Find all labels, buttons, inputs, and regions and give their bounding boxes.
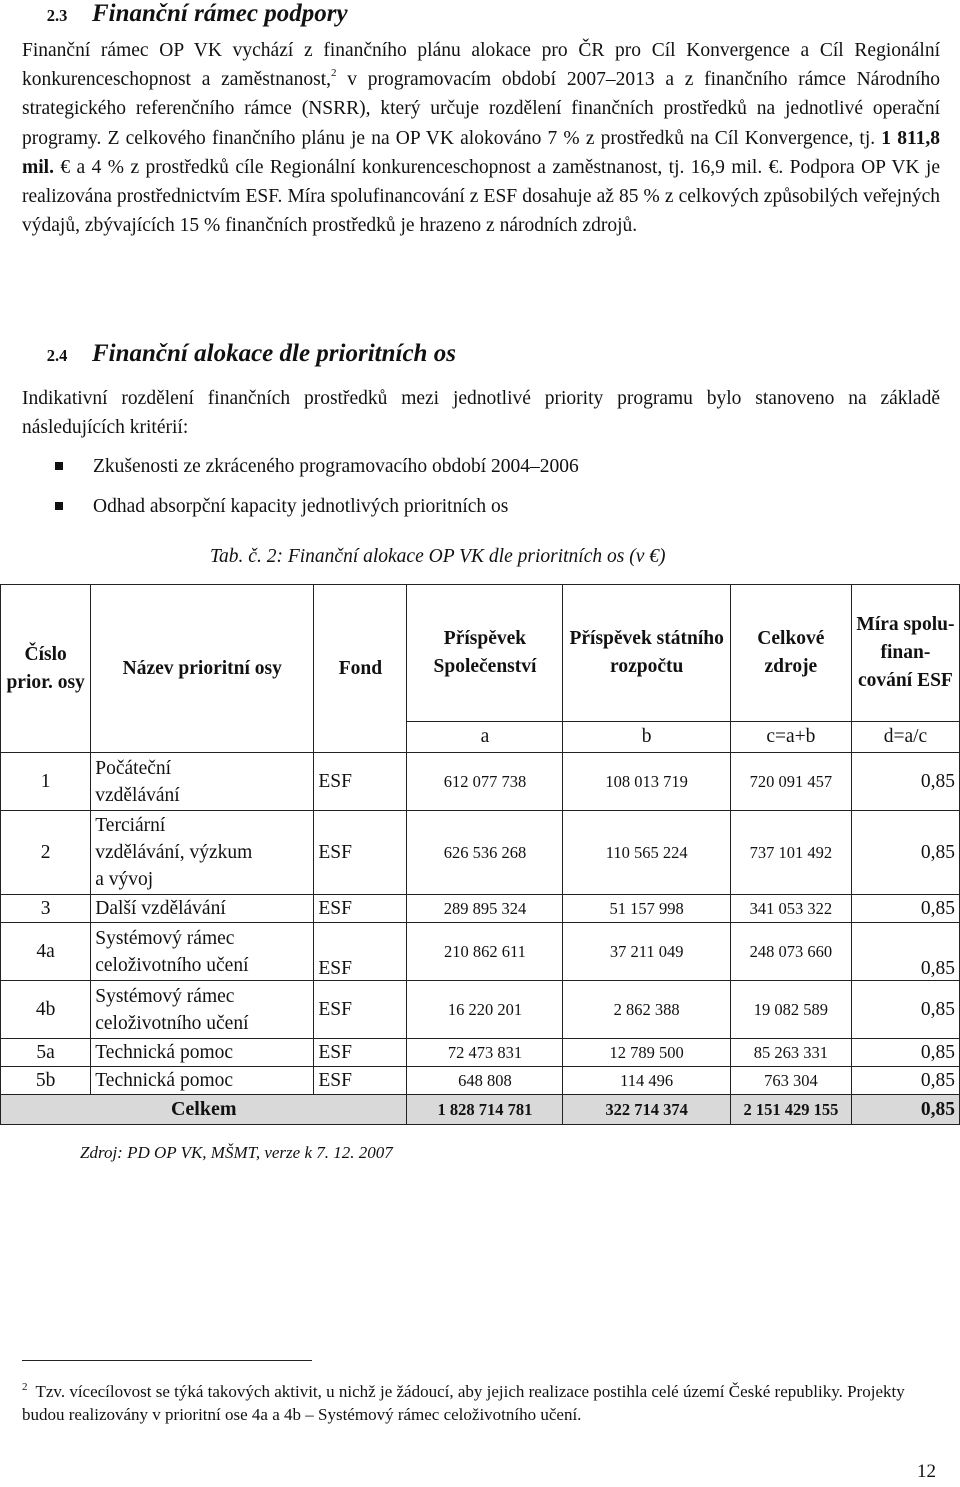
subheader-b: b bbox=[563, 722, 730, 753]
section-title: Finanční alokace dle prioritních os bbox=[92, 340, 456, 367]
cell-name: Počáteční vzdělávání bbox=[91, 753, 314, 811]
cell-no: 1 bbox=[1, 753, 91, 811]
cell-fund: ESF bbox=[314, 753, 407, 811]
table-row bbox=[1, 1039, 960, 1067]
cell-c: 19 082 589 bbox=[730, 981, 851, 1039]
cell-fund: ESF bbox=[314, 895, 407, 923]
total-label: Celkem bbox=[1, 1095, 407, 1125]
cell-name: Terciární vzdělávání, výzkum a vývoj bbox=[91, 811, 314, 895]
cell-d: 0,85 bbox=[851, 811, 959, 895]
section-heading-2-3 bbox=[22, 0, 348, 28]
total-c: 2 151 429 155 bbox=[730, 1095, 851, 1125]
section-number: 2.3 bbox=[46, 6, 68, 25]
cell-fund: ESF bbox=[314, 1039, 407, 1067]
footnote-reference: 2 bbox=[331, 67, 337, 80]
section-heading-2-4 bbox=[22, 340, 456, 368]
table-row bbox=[1, 895, 960, 923]
table-total-row bbox=[1, 1095, 960, 1125]
subheader-d: d=a/c bbox=[851, 722, 959, 753]
footnote bbox=[22, 1376, 922, 1426]
cell-b: 108 013 719 bbox=[563, 753, 730, 811]
subheader-a: a bbox=[407, 722, 563, 753]
cell-no: 4b bbox=[1, 981, 91, 1039]
table-source: Zdroj: PD OP VK, MŠMT, verze k 7. 12. 2007 bbox=[80, 1143, 393, 1162]
paragraph-text: v programovacím období 2007–2013 a z finančního rámce Národního strategického referenčního rámce (NSRR), který určuje rozdělení finančních prostředků na jednotlivé operační programy. Z celkového finančního plánu je na OP VK alokováno 7 % z prostředků na Cíl Konvergence, tj. bbox=[22, 69, 940, 149]
allocation-intro-paragraph: Indikativní rozdělení finančních prostředků mezi jednotlivé priority programu bylo stanoveno na základě následujících kritérií: bbox=[22, 388, 940, 439]
bullet-square-icon bbox=[55, 462, 63, 470]
table-row bbox=[1, 753, 960, 811]
cell-no: 2 bbox=[1, 811, 91, 895]
cell-b: 37 211 049 bbox=[563, 923, 730, 981]
cell-c: 763 304 bbox=[730, 1067, 851, 1095]
header-total: Celkové zdroje bbox=[730, 585, 851, 722]
cell-a: 72 473 831 bbox=[407, 1039, 563, 1067]
cell-c: 341 053 322 bbox=[730, 895, 851, 923]
table-row bbox=[1, 811, 960, 895]
list-item-text: Odhad absorpční kapacity jednotlivých prioritních os bbox=[93, 496, 509, 517]
allocation-table bbox=[0, 584, 960, 1125]
list-item bbox=[55, 452, 579, 492]
footnote-divider bbox=[22, 1360, 312, 1361]
cell-d: 0,85 bbox=[851, 895, 959, 923]
criteria-list bbox=[55, 452, 579, 532]
cell-a: 289 895 324 bbox=[407, 895, 563, 923]
table-row bbox=[1, 923, 960, 981]
paragraph-text: Finanční rámec OP VK vychází z finančního plánu alokace pro ČR pro Cíl Konvergence a Cíl Regionální konkurenceschopnost a zaměstnanost, bbox=[22, 40, 940, 91]
header-rate: Míra spolu-finan-cování ESF bbox=[851, 585, 959, 722]
paragraph-text: € a 4 % z prostředků cíle Regionální konkurenceschopnost a zaměstnanost, tj. 16,9 mil. €. Podpora OP VK je realizována prostřednictvím ESF. Míra spolufinancování z ESF dosahuje až 85 % z celkových způsobilých veřejných výdajů, zbývajících 15 % finančních prostředků je hrazeno z národních zdrojů. bbox=[22, 156, 940, 237]
total-a: 1 828 714 781 bbox=[407, 1095, 563, 1125]
cell-c: 737 101 492 bbox=[730, 811, 851, 895]
cell-b: 2 862 388 bbox=[563, 981, 730, 1039]
page-number: 12 bbox=[917, 1461, 936, 1482]
cell-no: 5a bbox=[1, 1039, 91, 1067]
cell-d: 0,85 bbox=[851, 1067, 959, 1095]
cell-a: 210 862 611 bbox=[407, 923, 563, 981]
table-row bbox=[1, 981, 960, 1039]
header-community: Příspěvek Společenství bbox=[407, 585, 563, 722]
cell-no: 3 bbox=[1, 895, 91, 923]
cell-c: 85 263 331 bbox=[730, 1039, 851, 1067]
cell-c: 248 073 660 bbox=[730, 923, 851, 981]
cell-name: Systémový rámec celoživotního učení bbox=[91, 981, 314, 1039]
cell-name: Technická pomoc bbox=[91, 1039, 314, 1067]
section-number: 2.4 bbox=[46, 346, 68, 365]
cell-b: 110 565 224 bbox=[563, 811, 730, 895]
cell-a: 612 077 738 bbox=[407, 753, 563, 811]
header-name: Název prioritní osy bbox=[91, 585, 314, 753]
cell-d: 0,85 bbox=[851, 1039, 959, 1067]
footnote-mark: 2 bbox=[22, 1381, 28, 1393]
header-fund: Fond bbox=[314, 585, 407, 753]
cell-a: 626 536 268 bbox=[407, 811, 563, 895]
allocation-amount: 1 811,8 mil. bbox=[22, 127, 940, 178]
header-state: Příspěvek státního rozpočtu bbox=[563, 585, 730, 722]
total-b: 322 714 374 bbox=[563, 1095, 730, 1125]
bullet-square-icon bbox=[55, 502, 63, 510]
subheader-c: c=a+b bbox=[730, 722, 851, 753]
footnote-text: Tzv. vícecílovost se týká takových aktivit, u nichž je žádoucí, aby jejich realizace postihla celé území České republiky. Projekty budou realizovány v prioritní ose 4a a 4b – Systémový rámec celoživotního učení. bbox=[22, 1382, 905, 1424]
cell-fund: ESF bbox=[314, 811, 407, 895]
cell-name: Technická pomoc bbox=[91, 1067, 314, 1095]
cell-b: 12 789 500 bbox=[563, 1039, 730, 1067]
cell-a: 16 220 201 bbox=[407, 981, 563, 1039]
cell-fund: ESF bbox=[314, 1067, 407, 1095]
list-item-text: Zkušenosti ze zkráceného programovacího období 2004–2006 bbox=[93, 456, 579, 477]
cell-fund: ESF bbox=[314, 981, 407, 1039]
cell-a: 648 808 bbox=[407, 1067, 563, 1095]
header-priority-no: Číslo prior. osy bbox=[1, 585, 91, 753]
financial-framework-paragraph bbox=[22, 36, 940, 240]
cell-b: 114 496 bbox=[563, 1067, 730, 1095]
cell-no: 4a bbox=[1, 923, 91, 981]
list-item bbox=[55, 492, 579, 532]
table-row bbox=[1, 1067, 960, 1095]
cell-d: 0,85 bbox=[851, 923, 959, 981]
cell-d: 0,85 bbox=[851, 753, 959, 811]
section-title: Finanční rámec podpory bbox=[92, 0, 348, 27]
cell-c: 720 091 457 bbox=[730, 753, 851, 811]
cell-b: 51 157 998 bbox=[563, 895, 730, 923]
table-caption: Tab. č. 2: Finanční alokace OP VK dle prioritních os (v €) bbox=[210, 546, 666, 567]
table-header-row bbox=[1, 585, 960, 722]
cell-d: 0,85 bbox=[851, 981, 959, 1039]
cell-fund: ESF bbox=[314, 923, 407, 981]
cell-name: Systémový rámec celoživotního učení bbox=[91, 923, 314, 981]
cell-name: Další vzdělávání bbox=[91, 895, 314, 923]
cell-no: 5b bbox=[1, 1067, 91, 1095]
total-d: 0,85 bbox=[851, 1095, 959, 1125]
